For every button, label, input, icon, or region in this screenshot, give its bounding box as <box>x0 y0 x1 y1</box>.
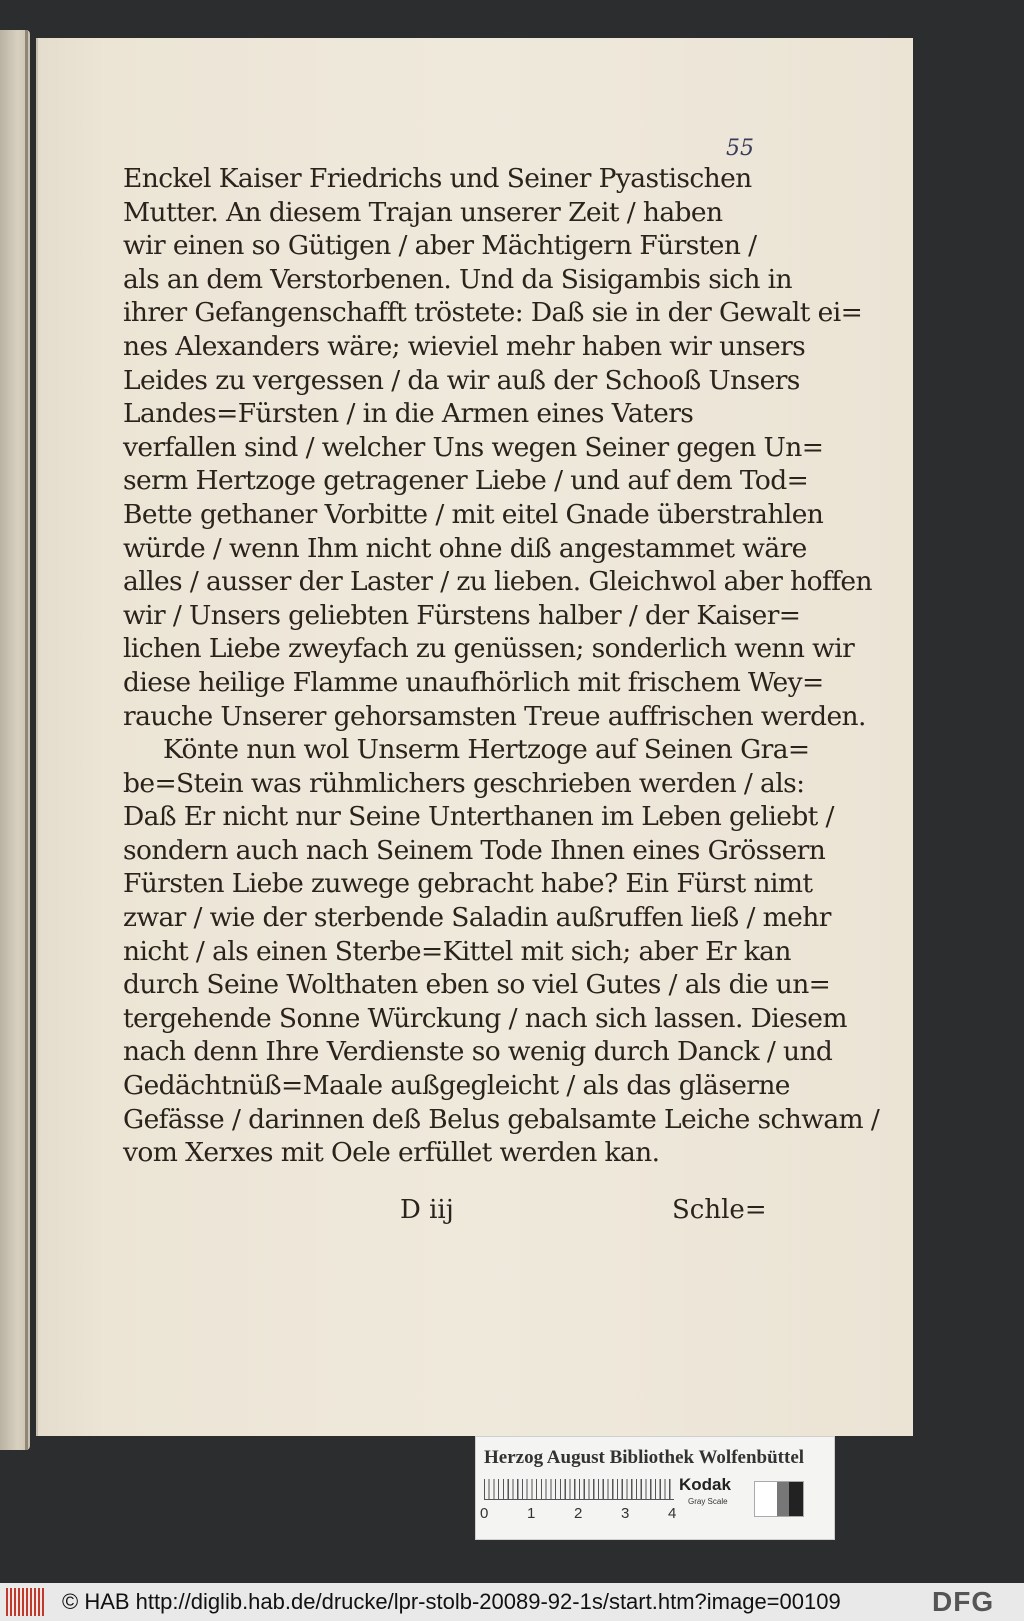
color-target-card <box>475 1436 835 1540</box>
body-text <box>123 162 880 1170</box>
page-edge-shadow <box>25 30 28 1450</box>
gray-swatch <box>754 1481 804 1517</box>
text-line: Daß Er nicht nur Seine Unterthanen im Leben geliebt / <box>123 801 834 833</box>
text-line: verfallen sind / welcher Uns wegen Seiner gegen Un= <box>123 431 824 463</box>
text-line: tergehende Sonne Würckung / nach sich lassen. Diesem <box>123 1002 847 1034</box>
text-line: Gefässe / darinnen deß Belus gebalsamte Leiche schwam / <box>123 1103 880 1135</box>
text-line: nicht / als einen Sterbe=Kittel mit sich; aber Er kan <box>123 935 791 967</box>
text-line: nach denn Ihre Verdienste so wenig durch Danck / und <box>123 1036 833 1068</box>
kodak-logo: Kodak <box>679 1475 731 1494</box>
dfg-logo: DFG <box>932 1586 995 1617</box>
ruler-number: 2 <box>574 1505 583 1522</box>
text-line: Fürsten Liebe zuwege gebracht habe? Ein Fürst nimt <box>123 868 813 900</box>
text-line: wir einen so Gütigen / aber Mächtigern Fürsten / <box>123 230 757 262</box>
ruler-number: 0 <box>480 1505 489 1522</box>
text-line: wir / Unsers geliebten Fürstens halber / der Kaiser= <box>123 599 801 631</box>
text-line: durch Seine Wolthaten eben so viel Gutes / als die un= <box>123 969 831 1001</box>
text-line: zwar / wie der sterbende Saladin außruffen ließ / mehr <box>123 902 831 934</box>
ruler-number: 4 <box>668 1505 677 1522</box>
signature-mark: D iij <box>400 1195 454 1225</box>
text-line: würde / wenn Ihm nicht ohne diß angestammet wäre <box>123 532 807 564</box>
text-line: Gedächtnüß=Maale außgegleicht / als das gläserne <box>123 1070 790 1102</box>
ruler-numbers <box>480 1505 680 1525</box>
text-line: Landes=Fürsten / in die Armen eines Vaters <box>123 398 694 430</box>
text-line: Leides zu vergessen / da wir auß der Schooß Unsers <box>123 364 800 396</box>
text-line: serm Hertzoge getragener Liebe / und auf dem Tod= <box>123 465 809 497</box>
barcode-icon <box>6 1588 44 1616</box>
adjacent-page-edge <box>0 30 30 1450</box>
text-line: nes Alexanders wäre; wieviel mehr haben wir unsers <box>123 330 806 362</box>
footer-bar <box>0 1583 1024 1621</box>
catchword: Schle= <box>672 1195 767 1225</box>
text-line: lichen Liebe zweyfach zu genüssen; sonderlich wenn wir <box>123 633 855 665</box>
text-line: rauche Unserer gehorsamsten Treue auffrischen werden. <box>123 700 866 732</box>
ruler-number: 1 <box>527 1505 536 1522</box>
swatch-mid <box>777 1482 789 1516</box>
text-line: als an dem Verstorbenen. Und da Sisigambis sich in <box>123 263 793 295</box>
scale-ruler <box>484 1479 674 1500</box>
text-line: Könte nun wol Unserm Hertzoge auf Seinen Gra= <box>163 734 810 766</box>
text-line: alles / ausser der Laster / zu lieben. Gleichwol aber hoffen <box>123 566 872 598</box>
text-line: Mutter. An diesem Trajan unserer Zeit / haben <box>123 196 723 228</box>
folio-number: 55 <box>726 136 754 161</box>
gray-scale-label: Gray Scale <box>688 1497 728 1506</box>
text-line: Enckel Kaiser Friedrichs und Seiner Pyastischen <box>123 163 752 194</box>
text-line: vom Xerxes mit Oele erfüllet werden kan. <box>123 1137 660 1169</box>
text-line: Bette gethaner Vorbitte / mit eitel Gnade überstrahlen <box>123 498 824 530</box>
text-line: diese heilige Flamme unaufhörlich mit frischem Wey= <box>123 666 824 698</box>
text-line: be=Stein was rühmlichers geschrieben werden / als: <box>123 767 805 799</box>
text-line: sondern auch nach Seinem Tode Ihnen eines Grössern <box>123 834 826 866</box>
footer-url: © HAB http://diglib.hab.de/drucke/lpr-stolb-20089-92-1s/start.htm?image=00109 <box>62 1589 841 1614</box>
text-line: ihrer Gefangenschafft tröstete: Daß sie in der Gewalt ei= <box>123 297 863 329</box>
swatch-dark <box>789 1482 803 1516</box>
ruler-number: 3 <box>621 1505 630 1522</box>
library-name: Herzog August Bibliothek Wolfenbüttel <box>484 1447 805 1468</box>
